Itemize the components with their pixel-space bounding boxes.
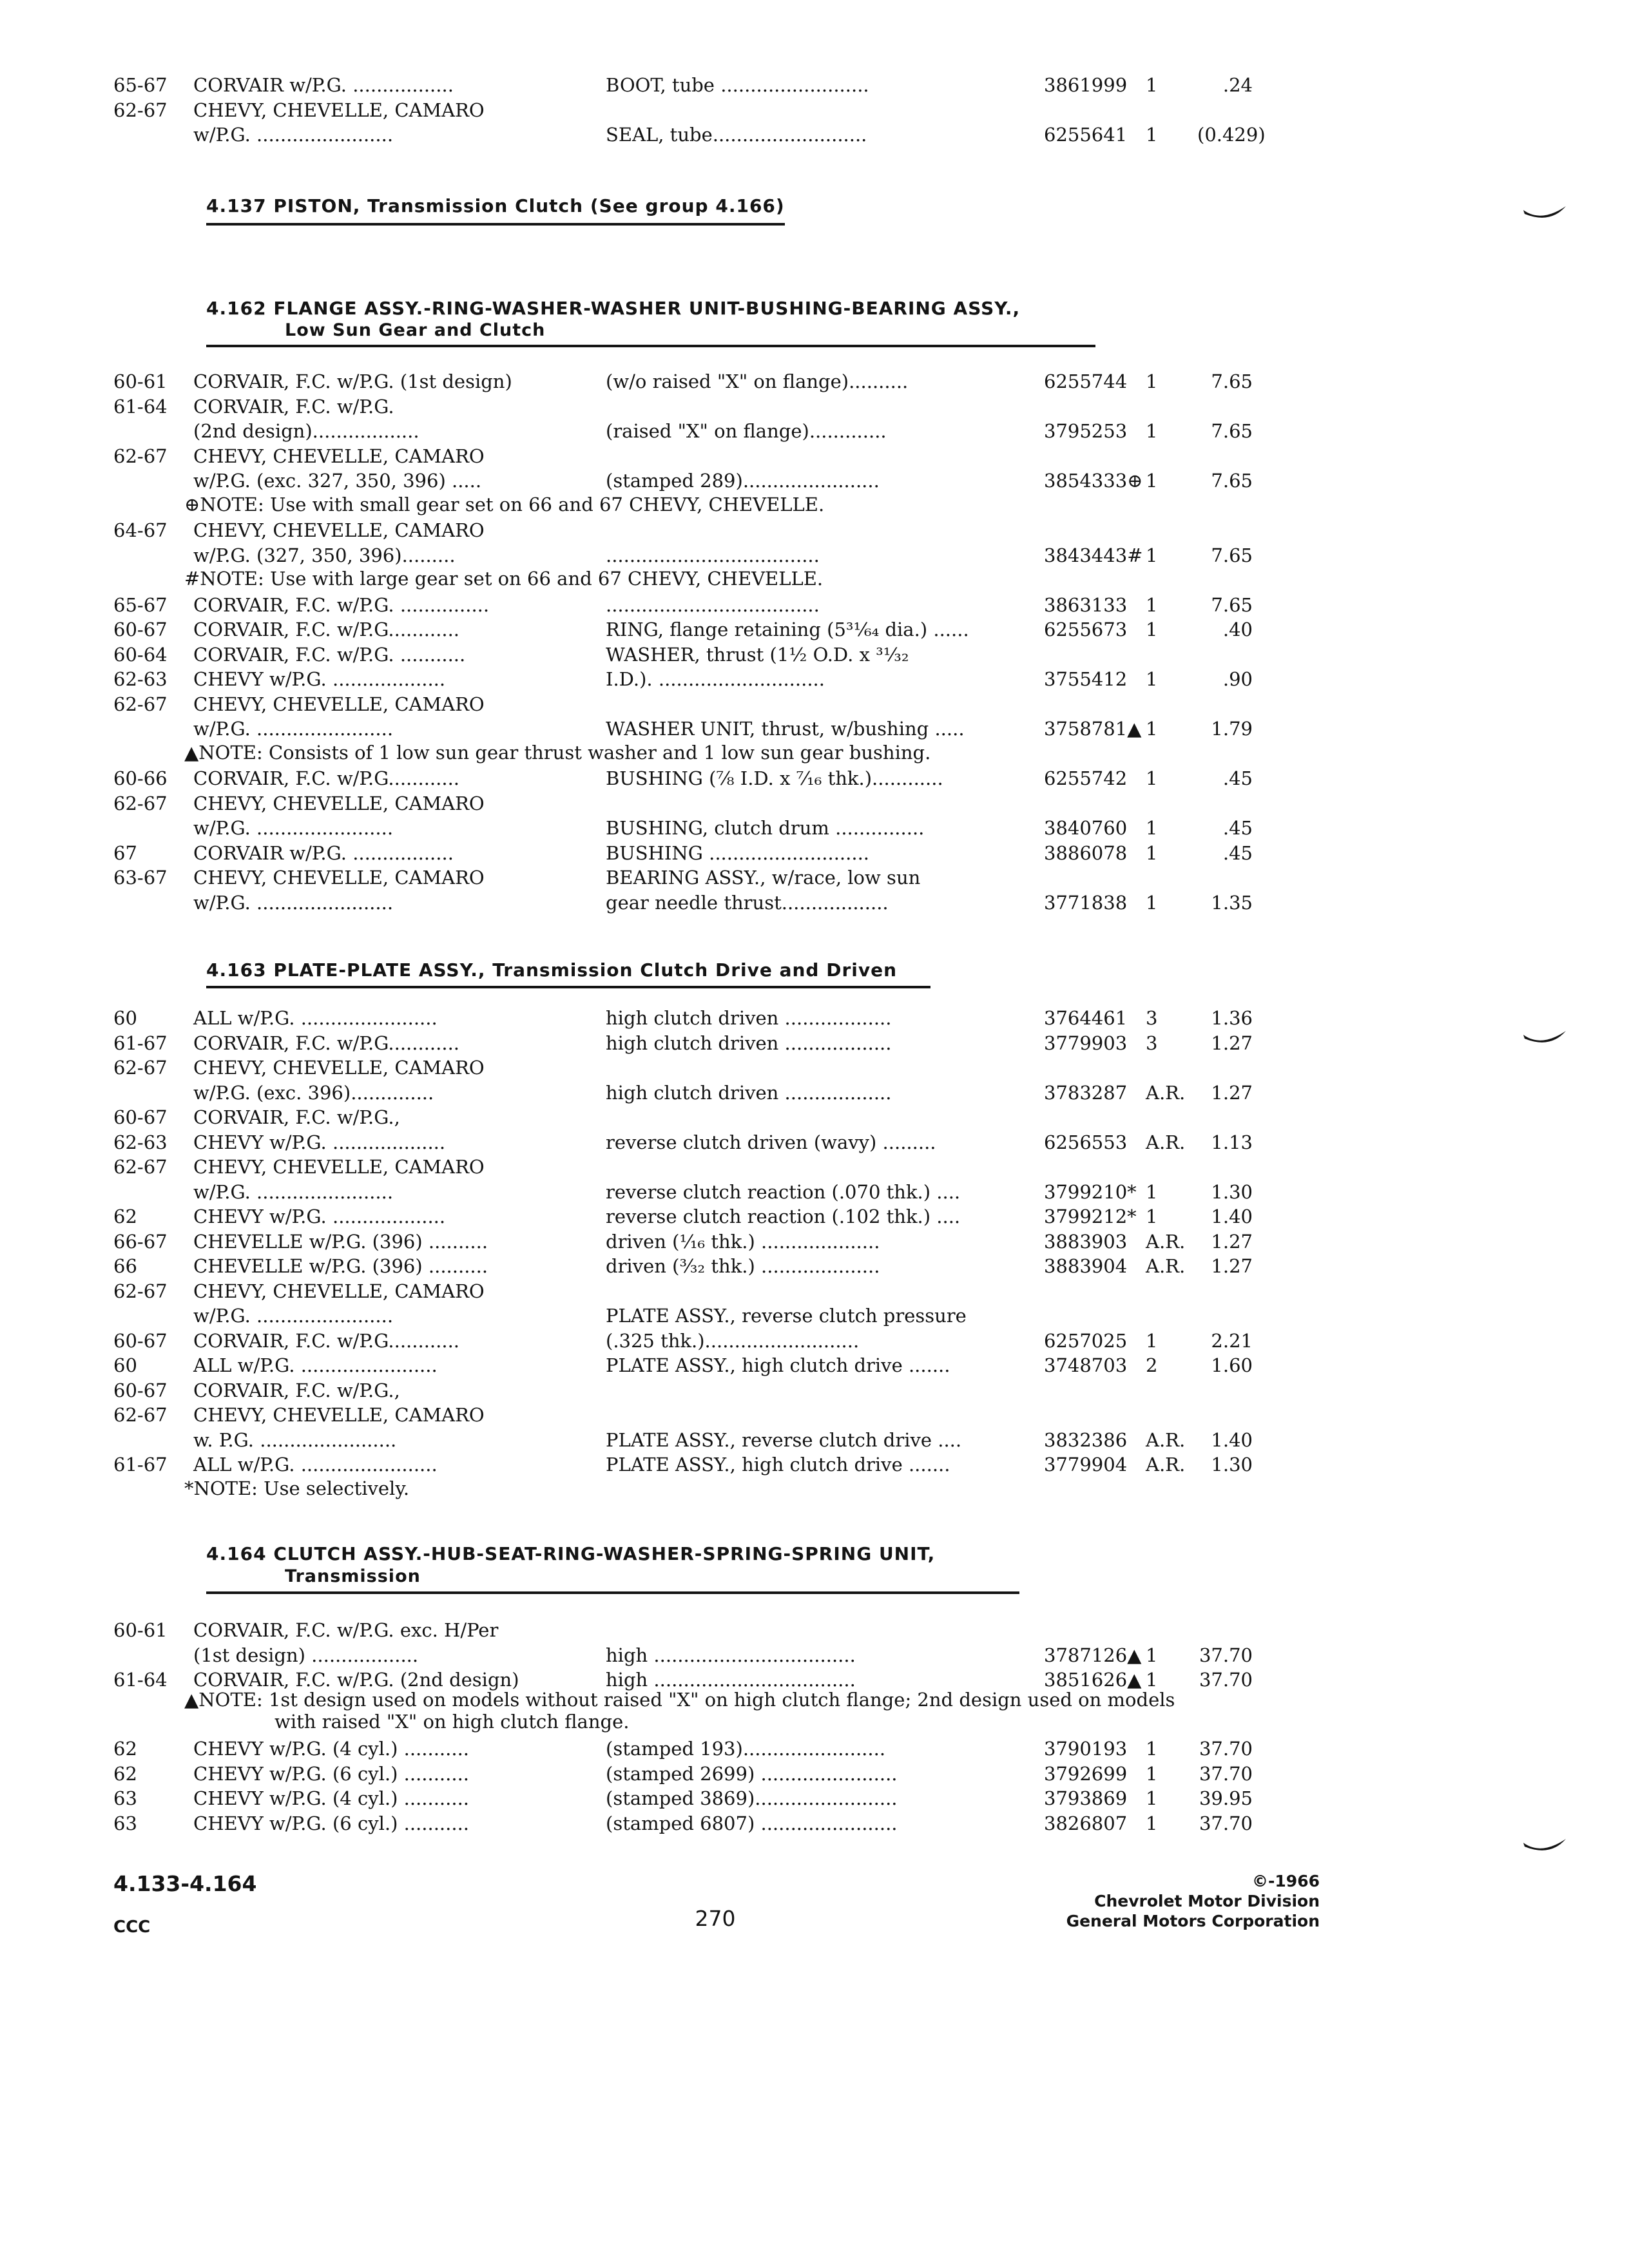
- table-row: [0, 1104, 1629, 1130]
- table-row: [0, 765, 1629, 791]
- table-note: ▲NOTE: Consists of 1 low sun gear thrust washer and 1 low sun gear bushing.: [184, 741, 931, 764]
- description-cell: PLATE ASSY., high clutch drive .......: [606, 1354, 950, 1376]
- section-4137-title: 4.137 PISTON, Transmission Clutch (See group 4.166): [206, 195, 785, 216]
- year-cell: 60: [113, 1007, 137, 1029]
- price-cell: (0.429): [1197, 124, 1266, 146]
- description-cell: WASHER, thrust (1½ O.D. x ³¹⁄₃₂: [606, 643, 909, 666]
- table-row: [0, 716, 1629, 742]
- model-cell: CORVAIR, F.C. w/P.G. ...........: [193, 643, 466, 666]
- year-cell: 62-63: [113, 1131, 168, 1153]
- model-cell: CHEVELLE w/P.G. (396) ..........: [193, 1255, 488, 1277]
- description-cell: PLATE ASSY., reverse clutch drive ....: [606, 1428, 962, 1451]
- year-cell: 62-63: [113, 668, 168, 690]
- table-row: [0, 443, 1629, 469]
- model-cell: CORVAIR, F.C. w/P.G. (1st design): [193, 370, 512, 392]
- section-4164-subtitle: Transmission: [285, 1566, 421, 1586]
- quantity-cell: 1: [1146, 817, 1158, 839]
- section-4162-title: 4.162 FLANGE ASSY.-RING-WASHER-WASHER UNIT-BUSHING-BEARING ASSY.,: [206, 298, 1021, 319]
- year-cell: 60-67: [113, 1379, 168, 1401]
- part-number-cell: 3861999: [1044, 74, 1128, 96]
- footer-copyright: ©-1966: [1252, 1872, 1320, 1890]
- price-cell: 1.40: [1211, 1428, 1253, 1451]
- description-cell: BUSHING, clutch drum ...............: [606, 817, 925, 839]
- table-row: [0, 865, 1629, 890]
- part-number-cell: 6255742: [1044, 767, 1128, 789]
- model-cell: CHEVY, CHEVELLE, CAMARO: [193, 1404, 485, 1426]
- model-cell: w/P.G. .......................: [193, 891, 394, 914]
- model-cell: CHEVY w/P.G. ...................: [193, 1131, 446, 1153]
- quantity-cell: A.R.: [1146, 1131, 1186, 1153]
- model-cell: CHEVY, CHEVELLE, CAMARO: [193, 1156, 485, 1178]
- year-cell: 62: [113, 1738, 137, 1760]
- year-cell: 65-67: [113, 74, 168, 96]
- price-cell: 7.65: [1211, 470, 1253, 492]
- year-cell: 62-67: [113, 792, 168, 814]
- table-row: [0, 468, 1629, 494]
- quantity-cell: A.R.: [1146, 1081, 1186, 1104]
- quantity-cell: 1: [1146, 1180, 1158, 1203]
- table-row: [0, 1452, 1629, 1477]
- quantity-cell: 1: [1146, 1644, 1158, 1666]
- part-number-cell: 3748703: [1044, 1354, 1128, 1376]
- model-cell: CHEVY, CHEVELLE, CAMARO: [193, 99, 485, 121]
- section-4137-underline: [206, 223, 785, 226]
- description-cell: ....................................: [606, 544, 820, 566]
- part-number-cell: 3790193: [1044, 1738, 1128, 1760]
- quantity-cell: A.R.: [1146, 1230, 1186, 1253]
- year-cell: 60-67: [113, 619, 168, 640]
- model-cell: CORVAIR, F.C. w/P.G. exc. H/Per: [193, 1619, 499, 1641]
- year-cell: 62-67: [113, 693, 168, 715]
- part-number-cell: 3883903: [1044, 1230, 1128, 1253]
- description-cell: WASHER UNIT, thrust, w/bushing .....: [606, 718, 965, 740]
- table-note: *NOTE: Use selectively.: [184, 1477, 410, 1499]
- price-cell: .45: [1222, 841, 1253, 864]
- table-row: [0, 543, 1629, 568]
- year-cell: 63: [113, 1812, 137, 1834]
- quantity-cell: 1: [1146, 1329, 1158, 1352]
- model-cell: w/P.G. .......................: [193, 817, 394, 839]
- section-4164-note-line2: with raised "X" on high clutch flange.: [275, 1711, 630, 1733]
- model-cell: ALL w/P.G. .......................: [193, 1454, 438, 1475]
- table-row: [0, 1811, 1629, 1836]
- footer-group-range: 4.133-4.164: [113, 1871, 257, 1896]
- model-cell: CORVAIR, F.C. w/P.G.: [193, 395, 394, 418]
- model-cell: (1st design) ..................: [193, 1644, 419, 1666]
- footer-code: CCC: [113, 1917, 151, 1937]
- part-number-cell: 3792699: [1044, 1762, 1128, 1785]
- part-number-cell: 3779904: [1044, 1454, 1128, 1475]
- price-cell: 7.65: [1211, 370, 1253, 392]
- model-cell: CORVAIR w/P.G. .................: [193, 74, 454, 96]
- year-cell: 61-64: [113, 395, 168, 418]
- section-4162-underline: [206, 345, 1095, 347]
- section-4164-title: 4.164 CLUTCH ASSY.-HUB-SEAT-RING-WASHER-SPRING-SPRING UNIT,: [206, 1543, 936, 1564]
- part-number-cell: 3886078: [1044, 841, 1128, 864]
- year-cell: 61-64: [113, 1669, 168, 1691]
- price-cell: 7.65: [1211, 544, 1253, 566]
- price-cell: 1.13: [1211, 1131, 1253, 1153]
- model-cell: CHEVY, CHEVELLE, CAMARO: [193, 519, 485, 541]
- year-cell: 60-66: [113, 767, 168, 789]
- table-note: #NOTE: Use with large gear set on 66 and 67 CHEVY, CHEVELLE.: [184, 568, 824, 590]
- part-number-cell: 3840760: [1044, 817, 1128, 839]
- part-number-cell: 6257025: [1044, 1329, 1128, 1352]
- model-cell: CORVAIR, F.C. w/P.G............: [193, 1032, 460, 1054]
- part-number-cell: 3863133: [1044, 593, 1128, 616]
- price-cell: 1.35: [1211, 891, 1253, 914]
- price-cell: .24: [1222, 74, 1253, 96]
- table-row: [0, 1352, 1629, 1378]
- model-cell: CHEVY w/P.G. (6 cyl.) ...........: [193, 1812, 470, 1834]
- model-cell: CHEVY, CHEVELLE, CAMARO: [193, 867, 485, 889]
- model-cell: CORVAIR, F.C. w/P.G............: [193, 1329, 460, 1352]
- price-cell: 1.36: [1211, 1007, 1253, 1029]
- table-row: [0, 840, 1629, 866]
- model-cell: ALL w/P.G. .......................: [193, 1354, 438, 1376]
- price-cell: 1.30: [1211, 1180, 1253, 1203]
- table-row: [0, 369, 1629, 394]
- description-cell: ....................................: [606, 593, 820, 616]
- description-cell: high ..................................: [606, 1669, 856, 1691]
- table-row: [0, 666, 1629, 692]
- margin-mark-icon: [1522, 1838, 1567, 1860]
- price-cell: 37.70: [1199, 1812, 1253, 1834]
- price-cell: 37.70: [1199, 1762, 1253, 1785]
- part-number-cell: 3799212*: [1044, 1206, 1137, 1227]
- description-cell: BEARING ASSY., w/race, low sun: [606, 867, 921, 889]
- table-row: [0, 1204, 1629, 1229]
- quantity-cell: 1: [1146, 1787, 1158, 1809]
- table-row: [0, 1253, 1629, 1279]
- model-cell: CHEVY w/P.G. ...................: [193, 1206, 446, 1227]
- quantity-cell: 1: [1146, 1206, 1158, 1227]
- table-row: [0, 815, 1629, 841]
- quantity-cell: 1: [1146, 668, 1158, 690]
- year-cell: 62-67: [113, 445, 168, 467]
- description-cell: reverse clutch reaction (.102 thk.) ....: [606, 1206, 961, 1227]
- quantity-cell: 1: [1146, 767, 1158, 789]
- quantity-cell: 1: [1146, 370, 1158, 392]
- part-number-cell: 3764461: [1044, 1007, 1128, 1029]
- year-cell: 60-61: [113, 370, 168, 392]
- part-number-cell: 3787126▲: [1044, 1644, 1142, 1666]
- quantity-cell: 1: [1146, 74, 1158, 96]
- description-cell: (stamped 6807) .......................: [606, 1812, 898, 1834]
- price-cell: 1.79: [1211, 718, 1253, 740]
- quantity-cell: 1: [1146, 1762, 1158, 1785]
- table-row: [0, 122, 1629, 148]
- part-number-cell: 6255641: [1044, 124, 1128, 146]
- part-number-cell: 6256553: [1044, 1131, 1128, 1153]
- model-cell: CHEVY w/P.G. (4 cyl.) ...........: [193, 1738, 470, 1760]
- description-cell: BOOT, tube .........................: [606, 74, 869, 96]
- table-row: [0, 1617, 1629, 1643]
- description-cell: high clutch driven ..................: [606, 1032, 892, 1054]
- model-cell: CHEVY, CHEVELLE, CAMARO: [193, 445, 485, 467]
- model-cell: (2nd design)..................: [193, 420, 419, 442]
- description-cell: SEAL, tube..........................: [606, 124, 867, 146]
- part-number-cell: 3779903: [1044, 1032, 1128, 1054]
- year-cell: 63-67: [113, 867, 168, 889]
- quantity-cell: 1: [1146, 1738, 1158, 1760]
- price-cell: .90: [1222, 668, 1253, 690]
- part-number-cell: 6255744: [1044, 370, 1128, 392]
- model-cell: w/P.G. .......................: [193, 1305, 394, 1327]
- model-cell: CHEVY, CHEVELLE, CAMARO: [193, 792, 485, 814]
- table-row: [0, 1154, 1629, 1180]
- year-cell: 62: [113, 1206, 137, 1227]
- table-row: [0, 1229, 1629, 1254]
- quantity-cell: A.R.: [1146, 1428, 1186, 1451]
- part-number-cell: 3883904: [1044, 1255, 1128, 1277]
- model-cell: w. P.G. .......................: [193, 1428, 397, 1451]
- part-number-cell: 3771838: [1044, 891, 1128, 914]
- part-number-cell: 3854333⊕: [1044, 470, 1143, 492]
- table-note: ⊕NOTE: Use with small gear set on 66 and 67 CHEVY, CHEVELLE.: [184, 493, 825, 515]
- section-4163-title: 4.163 PLATE-PLATE ASSY., Transmission Clutch Drive and Driven: [206, 959, 898, 981]
- quantity-cell: 1: [1146, 544, 1158, 566]
- model-cell: w/P.G. .......................: [193, 1180, 394, 1203]
- price-cell: 1.27: [1211, 1230, 1253, 1253]
- table-row: [0, 1378, 1629, 1403]
- price-cell: 37.70: [1199, 1644, 1253, 1666]
- part-number-cell: 3826807: [1044, 1812, 1128, 1834]
- price-cell: .40: [1222, 619, 1253, 640]
- model-cell: ALL w/P.G. .......................: [193, 1007, 438, 1029]
- section-4164-underline: [206, 1591, 1019, 1594]
- table-row: [0, 1055, 1629, 1081]
- table-row: [0, 1402, 1629, 1428]
- model-cell: CHEVY, CHEVELLE, CAMARO: [193, 693, 485, 715]
- part-number-cell: 6255673: [1044, 619, 1128, 640]
- quantity-cell: 3: [1146, 1032, 1158, 1054]
- description-cell: (stamped 2699) .......................: [606, 1762, 898, 1785]
- part-number-cell: 3758781▲: [1044, 718, 1142, 740]
- part-number-cell: 3783287: [1044, 1081, 1128, 1104]
- quantity-cell: 1: [1146, 891, 1158, 914]
- year-cell: 67: [113, 841, 137, 864]
- description-cell: (.325 thk.)..........................: [606, 1329, 860, 1352]
- year-cell: 66: [113, 1255, 137, 1277]
- model-cell: CHEVELLE w/P.G. (396) ..........: [193, 1230, 488, 1253]
- footer-corporation: General Motors Corporation: [1066, 1912, 1320, 1930]
- table-row: [0, 1328, 1629, 1354]
- model-cell: CHEVY w/P.G. (4 cyl.) ...........: [193, 1787, 470, 1809]
- year-cell: 62-67: [113, 1156, 168, 1178]
- margin-mark-icon: [1522, 1030, 1567, 1052]
- price-cell: 1.27: [1211, 1255, 1253, 1277]
- description-cell: PLATE ASSY., reverse clutch pressure: [606, 1305, 967, 1327]
- year-cell: 60-64: [113, 643, 168, 666]
- year-cell: 65-67: [113, 593, 168, 616]
- description-cell: (raised "X" on flange).............: [606, 420, 887, 442]
- price-cell: 7.65: [1211, 420, 1253, 442]
- table-row: [0, 97, 1629, 123]
- description-cell: I.D.). ............................: [606, 668, 825, 690]
- price-cell: 1.27: [1211, 1081, 1253, 1104]
- price-cell: 2.21: [1211, 1329, 1253, 1352]
- description-cell: driven (¹⁄₁₆ thk.) ....................: [606, 1230, 880, 1253]
- price-cell: 37.70: [1199, 1669, 1253, 1691]
- price-cell: 1.30: [1211, 1454, 1253, 1475]
- price-cell: .45: [1222, 817, 1253, 839]
- table-row: [0, 1736, 1629, 1762]
- price-cell: 39.95: [1199, 1787, 1253, 1809]
- part-number-cell: 3795253: [1044, 420, 1128, 442]
- model-cell: CHEVY, CHEVELLE, CAMARO: [193, 1057, 485, 1079]
- price-cell: 1.27: [1211, 1032, 1253, 1054]
- year-cell: 66-67: [113, 1230, 168, 1253]
- year-cell: 60-67: [113, 1329, 168, 1352]
- page-number: 270: [695, 1906, 736, 1931]
- table-row: [0, 1278, 1629, 1304]
- description-cell: high clutch driven ..................: [606, 1081, 892, 1104]
- model-cell: w/P.G. (exc. 327, 350, 396) .....: [193, 470, 482, 492]
- description-cell: reverse clutch reaction (.070 thk.) ....: [606, 1180, 961, 1203]
- price-cell: 1.60: [1211, 1354, 1253, 1376]
- description-cell: gear needle thrust..................: [606, 891, 889, 914]
- table-row: [0, 1761, 1629, 1787]
- table-row: [0, 1427, 1629, 1453]
- year-cell: 60: [113, 1354, 137, 1376]
- description-cell: RING, flange retaining (5³¹⁄₆₄ dia.) ......: [606, 619, 969, 640]
- table-row: [0, 791, 1629, 816]
- part-number-cell: 3799210*: [1044, 1180, 1137, 1203]
- year-cell: 62-67: [113, 1280, 168, 1302]
- year-cell: 62-67: [113, 1057, 168, 1079]
- quantity-cell: 1: [1146, 841, 1158, 864]
- table-row: [0, 617, 1629, 642]
- table-row: [0, 1303, 1629, 1329]
- part-number-cell: 3851626▲: [1044, 1669, 1142, 1691]
- model-cell: w/P.G. (327, 350, 396).........: [193, 544, 456, 566]
- quantity-cell: 2: [1146, 1354, 1158, 1376]
- model-cell: w/P.G. (exc. 396)..............: [193, 1081, 434, 1104]
- year-cell: 62: [113, 1762, 137, 1785]
- price-cell: 1.40: [1211, 1206, 1253, 1227]
- description-cell: driven (³⁄₃₂ thk.) ....................: [606, 1255, 880, 1277]
- part-number-cell: 3755412: [1044, 668, 1128, 690]
- year-cell: 61-67: [113, 1454, 168, 1475]
- description-cell: BUSHING (⅞ I.D. x ⁷⁄₁₆ thk.)............: [606, 767, 943, 789]
- table-row: [0, 1005, 1629, 1031]
- part-number-cell: 3832386: [1044, 1428, 1128, 1451]
- model-cell: w/P.G. .......................: [193, 718, 394, 740]
- part-number-cell: 3793869: [1044, 1787, 1128, 1809]
- table-row: [0, 72, 1629, 98]
- model-cell: CORVAIR, F.C. w/P.G.,: [193, 1379, 400, 1401]
- table-row: [0, 1030, 1629, 1056]
- model-cell: CORVAIR, F.C. w/P.G. ...............: [193, 593, 490, 616]
- description-cell: high clutch driven ..................: [606, 1007, 892, 1029]
- quantity-cell: 1: [1146, 470, 1158, 492]
- model-cell: w/P.G. .......................: [193, 124, 394, 146]
- margin-mark-icon: [1522, 205, 1567, 227]
- quantity-cell: 1: [1146, 718, 1158, 740]
- quantity-cell: A.R.: [1146, 1454, 1186, 1475]
- description-cell: (stamped 289).......................: [606, 470, 880, 492]
- description-cell: BUSHING ...........................: [606, 841, 870, 864]
- year-cell: 60-61: [113, 1619, 168, 1641]
- model-cell: CHEVY, CHEVELLE, CAMARO: [193, 1280, 485, 1302]
- year-cell: 62-67: [113, 99, 168, 121]
- quantity-cell: 1: [1146, 593, 1158, 616]
- quantity-cell: 1: [1146, 1812, 1158, 1834]
- table-row: [0, 1179, 1629, 1205]
- section-4162-subtitle: Low Sun Gear and Clutch: [285, 320, 546, 340]
- table-row: [0, 1642, 1629, 1668]
- table-row: [0, 890, 1629, 916]
- section-4163-underline: [206, 986, 930, 988]
- model-cell: CORVAIR, F.C. w/P.G............: [193, 619, 460, 640]
- description-cell: (stamped 3869)........................: [606, 1787, 898, 1809]
- table-row: [0, 1129, 1629, 1155]
- price-cell: 7.65: [1211, 593, 1253, 616]
- table-row: [0, 418, 1629, 444]
- table-row: [0, 1080, 1629, 1106]
- table-row: [0, 394, 1629, 419]
- table-row: [0, 592, 1629, 618]
- year-cell: 62-67: [113, 1404, 168, 1426]
- part-number-cell: 3843443#: [1044, 544, 1143, 566]
- quantity-cell: 1: [1146, 124, 1158, 146]
- table-row: [0, 691, 1629, 717]
- quantity-cell: A.R.: [1146, 1255, 1186, 1277]
- model-cell: CHEVY w/P.G. ...................: [193, 668, 446, 690]
- price-cell: 37.70: [1199, 1738, 1253, 1760]
- table-row: [0, 517, 1629, 543]
- model-cell: CORVAIR, F.C. w/P.G............: [193, 767, 460, 789]
- year-cell: 61-67: [113, 1032, 168, 1054]
- footer-division: Chevrolet Motor Division: [1094, 1892, 1320, 1910]
- description-cell: reverse clutch driven (wavy) .........: [606, 1131, 936, 1153]
- table-row: [0, 1785, 1629, 1811]
- price-cell: .45: [1222, 767, 1253, 789]
- footer-publisher: [1066, 1871, 1320, 1931]
- model-cell: CORVAIR, F.C. w/P.G.,: [193, 1106, 400, 1128]
- model-cell: CHEVY w/P.G. (6 cyl.) ...........: [193, 1762, 470, 1785]
- model-cell: CORVAIR w/P.G. .................: [193, 841, 454, 864]
- description-cell: high ..................................: [606, 1644, 856, 1666]
- year-cell: 60-67: [113, 1106, 168, 1128]
- quantity-cell: 3: [1146, 1007, 1158, 1029]
- description-cell: (w/o raised "X" on flange)..........: [606, 370, 909, 392]
- year-cell: 64-67: [113, 519, 168, 541]
- section-4164-note-line1: ▲NOTE: 1st design used on models without raised "X" on high clutch flange; 2nd design used on models: [184, 1689, 1175, 1711]
- quantity-cell: 1: [1146, 420, 1158, 442]
- description-cell: PLATE ASSY., high clutch drive .......: [606, 1454, 950, 1475]
- table-row: [0, 642, 1629, 668]
- quantity-cell: 1: [1146, 1669, 1158, 1691]
- model-cell: CORVAIR, F.C. w/P.G. (2nd design): [193, 1669, 519, 1691]
- quantity-cell: 1: [1146, 619, 1158, 640]
- description-cell: (stamped 193)........................: [606, 1738, 886, 1760]
- year-cell: 63: [113, 1787, 137, 1809]
